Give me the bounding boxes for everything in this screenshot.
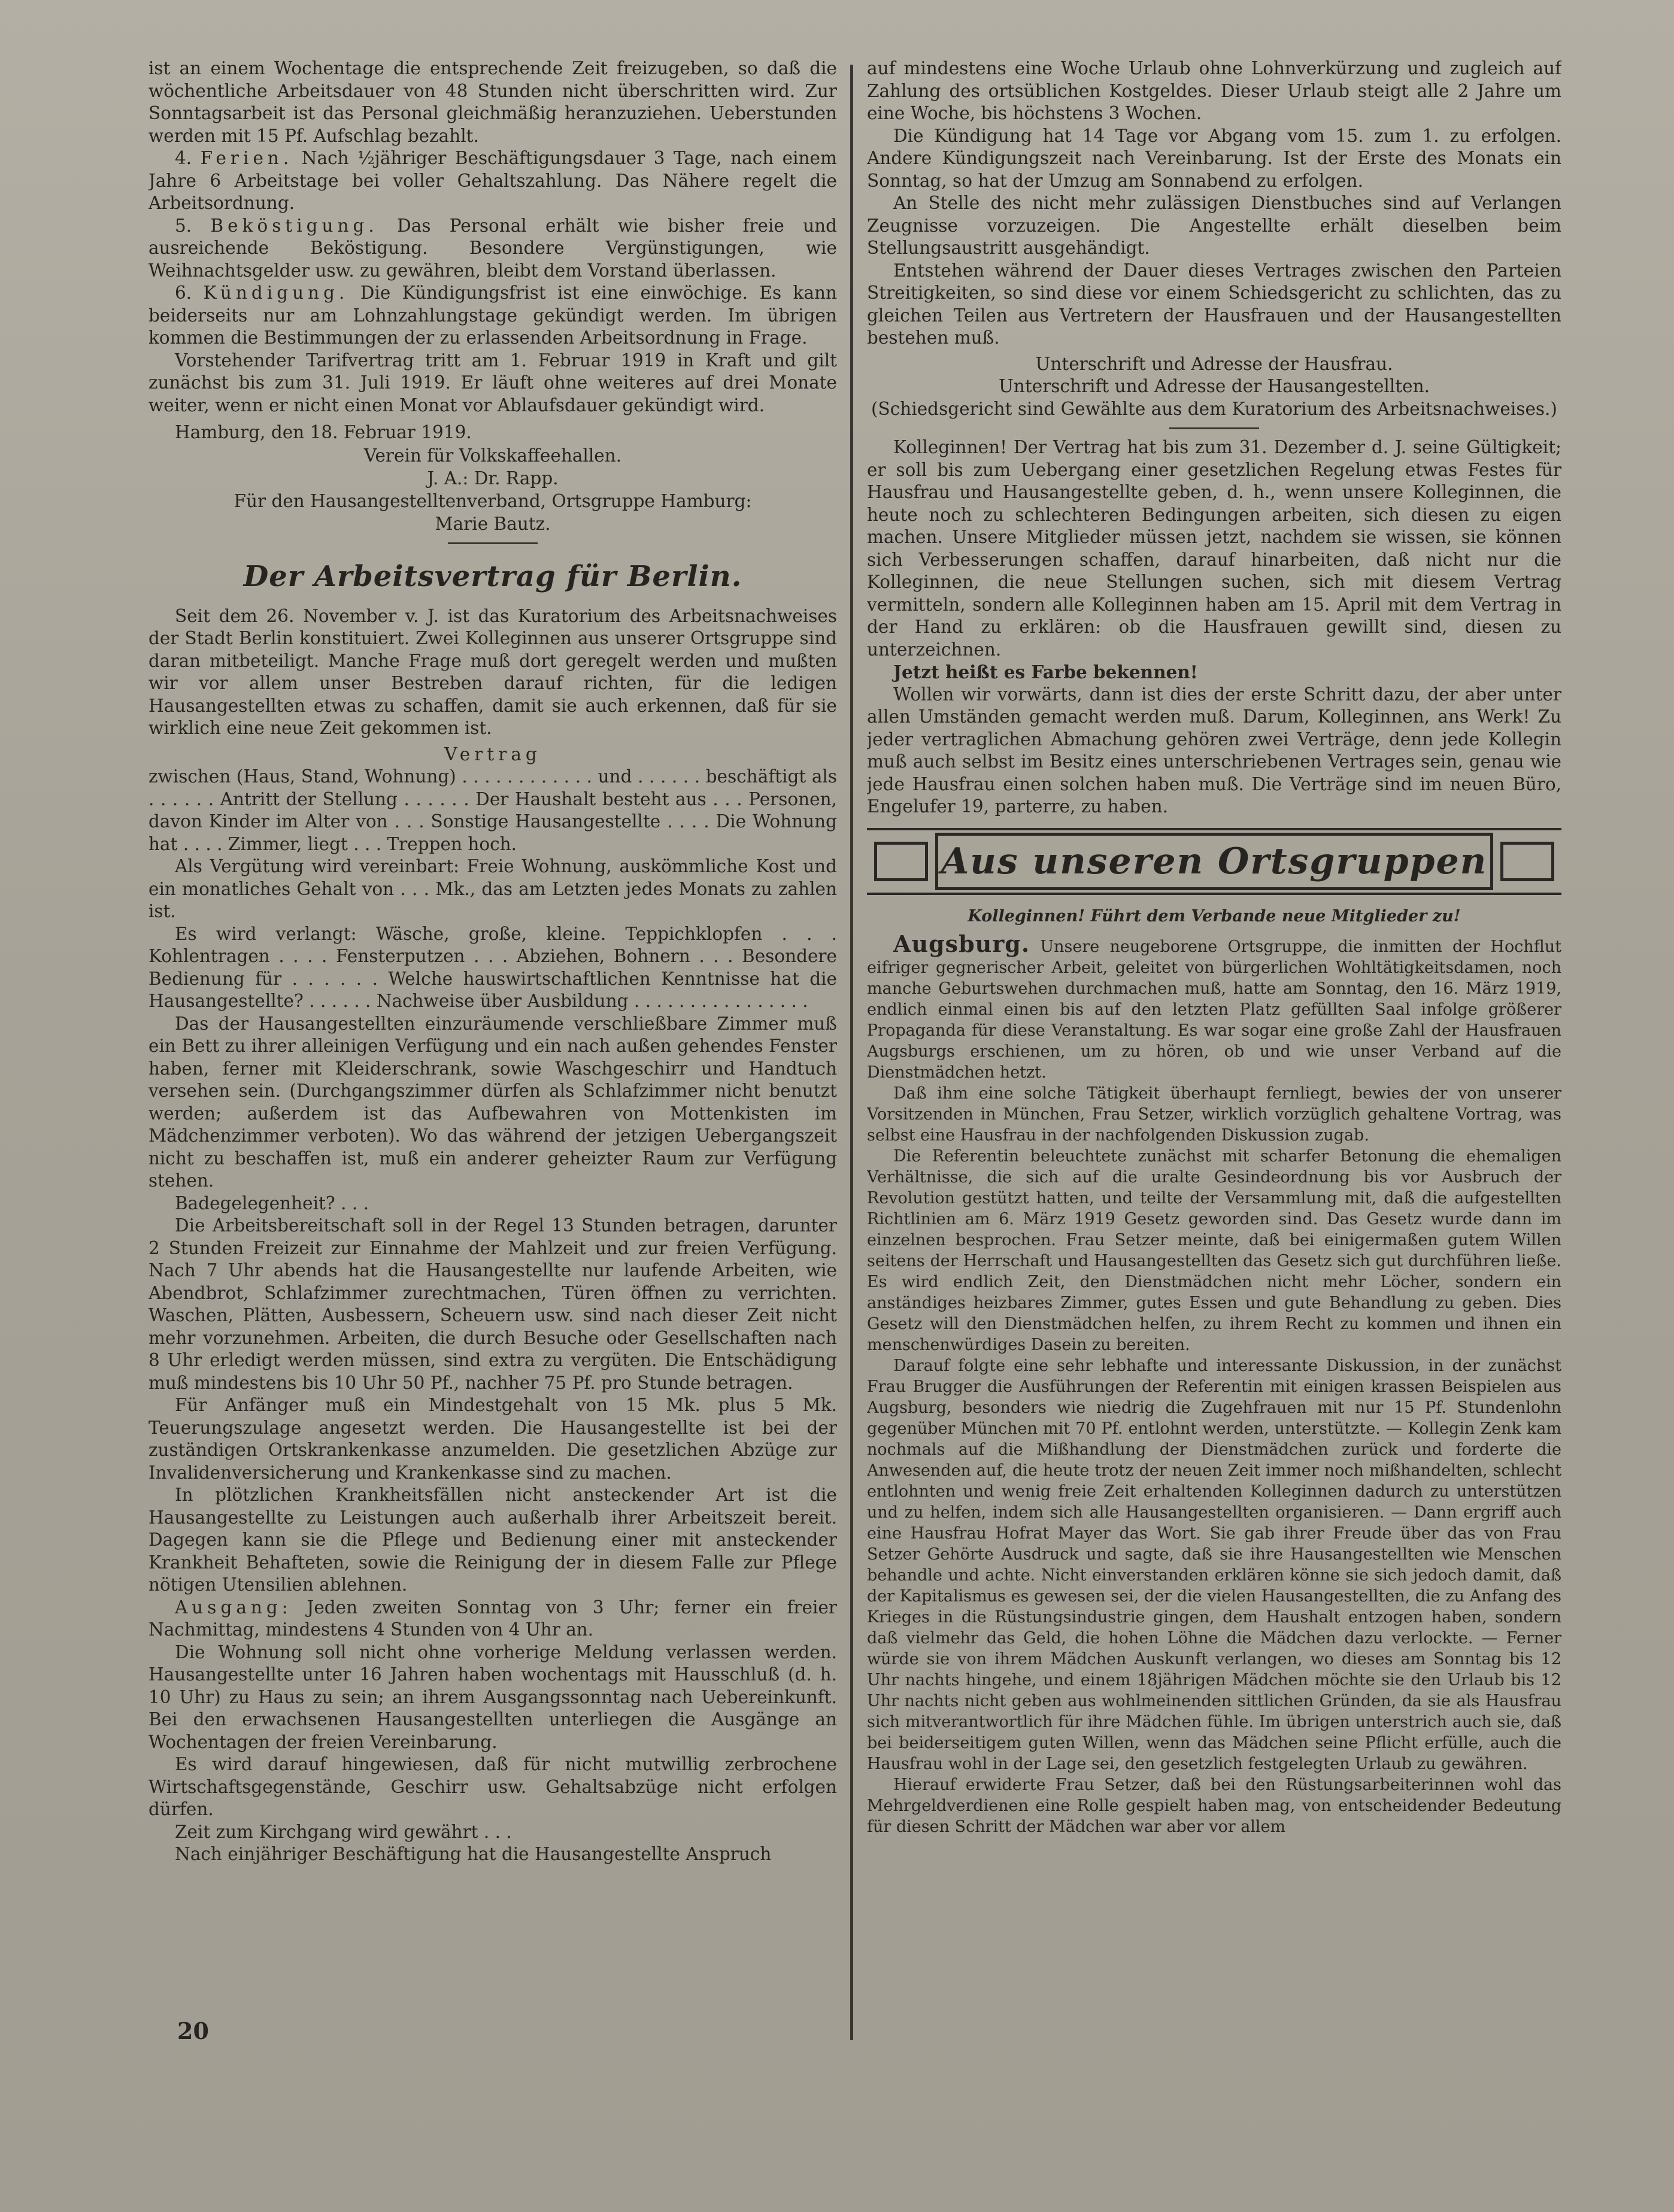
city-name: Augsburg. — [893, 930, 1030, 957]
item-text: Das Personal erhält wie bisher freie und ausreichende Beköstigung. Besondere Vergünstigungen, wie Weihnachtsgelder usw. zu gewähren, bleibt dem Vorstand überlassen. — [148, 215, 837, 281]
contract-testimonials: An Stelle des nicht mehr zulässigen Dienstbuches sind auf Verlangen Zeugnisse vorzuzeigen. Die Angestellte erhält dieselben beim Stellungsaustritt ausgehändigt. — [867, 193, 1561, 258]
contract-bath: Badegelegenheit? . . . — [175, 1193, 369, 1213]
signature-representative: J. A.: Dr. Rapp. — [427, 468, 559, 488]
place-date: Hamburg, den 18. Februar 1919. — [175, 422, 472, 442]
separator-rule — [448, 542, 538, 544]
arbitration-note: (Schiedsgericht sind Gewählte aus dem Kuratorium des Arbeitsnachweises.) — [871, 398, 1557, 419]
item-number: 5. — [175, 215, 192, 236]
separator-rule — [1169, 427, 1259, 429]
item-term: Kündigung. — [203, 283, 349, 303]
contract-heading: Vertrag — [444, 744, 541, 764]
contract-hours: Die Arbeitsbereitschaft soll in der Regel 13 Stunden betragen, darunter 2 Stunden Freizeit zur Einnahme der Mahlzeit und zur freien Verfügung. Nach 7 Uhr abends hat die Hausangestellte nur laufende Arbeiten, wie Abendbrot, Schlafzimmer zurechtmachen, Türen öffnen zu verrichten. Waschen, Plätten, Ausbessern, Scheuern usw. sind nach dieser Zeit nicht mehr vorzunehmen. Arbeiten, die durch Besuche oder Gesellschaften nach 8 Uhr erledigt werden müssen, sind extra zu vergüten. Die Entschädigung muß mindestens bis 10 Uhr 50 Pf., nachher 75 Pf. pro Stunde betragen. — [148, 1215, 837, 1393]
header-ornament-right — [1500, 842, 1554, 881]
contract-item-holidays — [148, 147, 837, 215]
continued-paragraph: ist an einem Wochentage die entsprechende Zeit freizugeben, so daß die wöchentliche Arbeitsdauer von 48 Stunden nicht überschritten wird. Zur Sonntagsarbeit ist das Personal gleichmäßig heranzuziehen. Ueberstunden werden mit 15 Pf. Aufschlag bezahlt. — [148, 58, 837, 146]
contract-home: Die Wohnung soll nicht ohne vorherige Meldung verlassen werden. Hausangestellte unter 16 Jahren haben wochentags mit Hausschluß (d. h. 10 Uhr) zu Haus zu sein; an ihrem Ausgangssonntag nach Uebereinkunft. Bei den erwachsenen Hausangestellten unterliegen die Ausgänge an Wochentagen der freien Vereinbarung. — [148, 1641, 837, 1752]
report-text: Unsere neugeborene Ortsgruppe, die inmitten der Hochflut eifriger gegnerischer Arbeit, geleitet von bürgerlichen Wohltätigkeitsdamen, noch manche Geburtswehen durchmachen muß, hatte am Sonntag, den 16. März 1919, endlich einmal einen bis auf den letzten Platz gefüllten Saal infolge größerer Propaganda für diese Veranstaltung. Es war sogar eine große Zahl der Hausfrauen Augsburgs erschienen, um zu hören, ob und wie unser Verband auf die Dienstmädchen hetzt. — [867, 937, 1561, 1082]
item-term: Beköstigung. — [210, 215, 378, 236]
contract-illness: In plötzlichen Krankheitsfällen nicht ansteckender Art ist die Hausangestellte zu Leistungen auch außerhalb ihrer Arbeitszeit bereit. Dagegen kann sie die Pflege und Bedienung einer mit ansteckender Krankheit Behafteten, sowie die Reinigung der in diesem Falle zur Pflege nötigen Utensilien ablehnen. — [148, 1485, 837, 1595]
item-text: Die Kündigungsfrist ist eine einwöchige. Es kann beiderseits nur am Lohnzahlungstage gekündigt werden. Im übrigen kommen die Bestimmungen der zu erlassenden Arbeitsordnung in Frage. — [148, 283, 837, 348]
contract-item-board — [148, 215, 837, 283]
header-ornament-left — [874, 842, 928, 881]
signature-housewife: Unterschrift und Adresse der Hausfrau. — [1035, 353, 1393, 374]
item-text: Nach ½jähriger Beschäftigungsdauer 3 Tage, nach einem Jahre 6 Arbeitstage bei voller Gehaltszahlung. Das Nähere regelt die Arbeitsordnung. — [148, 148, 837, 213]
contract-item-notice — [148, 282, 837, 350]
signature-union: Für den Hausangestelltenverband, Ortsgruppe Hamburg: — [233, 490, 752, 511]
forward-paragraph: Wollen wir vorwärts, dann ist dies der erste Schritt dazu, der aber unter allen Umständen gemacht werden muß. Darum, Kolleginnen, ans Werk! Zu jeder vertraglichen Abmachung gehören zwei Verträge, denn jede Kollegin muß auch selbst im Besitz eines unterschriebenen Vertrages sein, genau wie jede Hausfrau einen solchen haben muß. Die Verträge sind im neuen Büro, Engelufer 19, parterre, zu haben. — [867, 684, 1561, 817]
outing-term: Ausgang: — [175, 1597, 292, 1618]
item-number: 4. — [175, 148, 192, 168]
left-column — [148, 57, 837, 2039]
appeal-paragraph: Kolleginnen! Der Vertrag hat bis zum 31. Dezember d. J. seine Gültigkeit; er soll bis zum Uebergang einer gesetzlichen Regelung etwas Festes für Hausfrau und Hausangestellte geben, d. h., wenn unsere Kolleginnen, die heute noch zu schlechteren Bedingungen arbeiten, sich diesen zu eigen machen. Unsere Mitglieder müssen jetzt, nachdem sie wissen, sie können sich Verbesserungen schaffen, darauf hinarbeiten, daß nicht nur die Kolleginnen, die neue Stellungen suchen, sich mit diesem Vertrag vermitteln, sondern alle Kolleginnen haben am 15. April mit dem Vertrag in der Hand zu erklären: ob die Hausfrauen gewillt sind, diesen zu unterzeichnen. — [867, 437, 1561, 660]
page-number: 20 — [177, 2017, 209, 2044]
report-augsburg-intro — [867, 930, 1561, 1083]
contract-form-duties: Es wird verlangt: Wäsche, große, kleine. Teppichklopfen . . . Kohlentragen . . . . Fensterputzen . . . Abziehen, Bohnern . . . Besondere Bedienung für . . . . . . Welche hauswirtschaftlichen Kenntnisse hat die Hausangestellte? . . . . . . Nachweise über Ausbildung . . . . . . . . . . . . . . . . — [148, 923, 837, 1011]
article-intro: Seit dem 26. November v. J. ist das Kuratorium des Arbeitsnachweises der Stadt Berlin konstituiert. Zwei Kolleginnen aus unserer Ortsgruppe sind daran mitbeteiligt. Manche Frage muß dort geregelt werden und mußten wir vor allem unser Bestreben darauf richten, für die ledigen Hausangestellten etwas zu schaffen, damit sie auch erkennen, daß für sie wirklich eine neue Zeit gekommen ist. — [148, 605, 837, 738]
column-divider — [850, 65, 853, 2040]
contract-notice: Die Kündigung hat 14 Tage vor Abgang vom 15. zum 1. zu erfolgen. Andere Kündigungszeit nach Vereinbarung. Ist der Erste des Monats ein Sonntag, so hat der Umzug am Sonnabend zu erfolgen. — [867, 125, 1561, 191]
contract-damage: Es wird darauf hingewiesen, daß für nicht mutwillig zerbrochene Wirtschaftsgegenstände, Geschirr usw. Gehaltsabzüge nicht erfolgen dürfen. — [148, 1754, 837, 1819]
article-title: Der Arbeitsvertrag für Berlin. — [243, 559, 742, 593]
contract-after-year: Nach einjähriger Beschäftigung hat die Hausangestellte Anspruch — [175, 1844, 772, 1864]
signature-name: Marie Bautz. — [435, 513, 551, 534]
contract-form-pay: Als Vergütung wird vereinbart: Freie Wohnung, auskömmliche Kost und ein monatliches Gehalt von . . . Mk., das am Letzten jedes Monats zu zahlen ist. — [148, 856, 837, 921]
report-paragraph: Die Referentin beleuchtete zunächst mit scharfer Betonung die ehemaligen Verhältnisse, die sich auf die uralte Gesindeordnung bis vor Ausbruch der Revolution gestützt hatten, und teilte der Versammlung mit, daß die aufgestellten Richtlinien am 6. März 1919 Gesetz geworden sind. Das Gesetz wurde dann im einzelnen besprochen. Frau Setzer meinte, daß bei einigermaßen gutem Willen seitens der Herrschaft und Hausangestellten das Gesetz sich gut durchführen ließe. Es wird endlich Zeit, den Dienstmädchen nicht mehr Löcher, sondern ein anständiges heizbares Zimmer, gutes Essen und gute Behandlung zu geben. Dies Gesetz will den Dienstmädchen helfen, zu ihrem Recht zu kommen und ihnen ein menschenwürdiges Dasein zu bereiten. — [867, 1146, 1561, 1354]
item-number: 6. — [175, 283, 192, 303]
contract-minimum-wage: Für Anfänger muß ein Mindestgehalt von 15 Mk. plus 5 Mk. Teuerungszulage angesetzt werden. Die Hausangestellte ist bei der zuständigen Ortskrankenkasse anzumelden. Die gesetzlichen Abzüge zur Invalidenversicherung und Krankenkasse sind zu machen. — [148, 1395, 837, 1483]
signature-employee: Unterschrift und Adresse der Hausangestellten. — [999, 376, 1430, 396]
report-paragraph: Darauf folgte eine sehr lebhafte und interessante Diskussion, in der zunächst Frau Brugger die Ausführungen der Referentin mit einigen krassen Beispielen aus Augsburg, besonders wie niedrig die Zugehfrauen mit nur 15 Pf. Stundenlohn gegenüber München mit 70 Pf. entlohnt werden, unterstützte. — Kollegin Zenk kam nochmals auf die Mißhandlung der Dienstmädchen zurück und forderte die Anwesenden auf, die heute trotz der neuen Zeit immer noch mißhandelten, schlecht entlohnten und wenig freie Zeit erhaltenden Kolleginnen dadurch zu unterstützen und zu helfen, indem sich alle Hausangestellten organisieren. — Dann ergriff auch eine Hausfrau Hofrat Mayer das Wort. Sie gab ihrer Freude über das von Frau Setzer Gehörte Ausdruck und sagte, daß sie ihre Hausangestellten wie Menschen behandle und achte. Nicht einverstanden erklären könne sie sich jedoch damit, daß der Kapitalismus es gewesen sei, der die vielen Hausangestellten, die zu Anfang des Krieges in die Rüstungsindustrie gingen, dem Haushalt entzogen haben, sondern daß vielmehr das Geld, die hohen Löhne die Mädchen dazu verlockte. — Ferner würde sie von ihrem Mädchen Auskunft verlangen, wo dieses am Sonntag bis 12 Uhr nachts hingehe, und einem 18jährigen Mädchen möchte sie den Urlaub bis 12 Uhr nachts nicht geben aus wohlmeinenden sittlichen Gründen, da sie als Hausfrau sich mitverantwortlich für ihre Mädchen fühle. Im übrigen unterstrich auch sie, daß bei beiderseitigem guten Willen, wenn das Mädchen seine Pflicht erfülle, auch die Hausfrau wohl in der Lage sei, den gesetzlich festgelegten Urlaub zu gewähren. — [867, 1356, 1561, 1773]
right-column — [867, 57, 1561, 2105]
section-motto: Kolleginnen! Führt dem Verbande neue Mitglieder zu! — [968, 906, 1461, 926]
signature-association: Verein für Volkskaffeehallen. — [363, 445, 622, 466]
report-paragraph: Daß ihm eine solche Tätigkeit überhaupt fernliegt, bewies der von unserer Vorsitzenden in München, Frau Setzer, wirklich vorzüglich gehaltene Vortrag, was selbst eine Hausfrau in der nachfolgenden Diskussion zugab. — [867, 1084, 1561, 1145]
continued-paragraph: auf mindestens eine Woche Urlaub ohne Lohnverkürzung und zugleich auf Zahlung des ortsüblichen Kostgeldes. Dieser Urlaub steigt alle 2 Jahre um eine Woche, bis höchstens 3 Wochen. — [867, 58, 1561, 123]
validity-paragraph: Vorstehender Tarifvertrag tritt am 1. Februar 1919 in Kraft und gilt zunächst bis zum 31. Juli 1919. Er läuft ohne weiteres auf drei Monate weiter, wenn er nicht einen Monat vor Ablaufsdauer gekündigt wird. — [148, 350, 837, 415]
section-title: Aus unseren Ortsgruppen — [935, 833, 1493, 890]
contract-room: Das der Hausangestellten einzuräumende verschließbare Zimmer muß ein Bett zu ihrer alleinigen Verfügung und ein nach außen gehendes Fenster haben, ferner mit Kleiderschrank, sowie Waschgeschirr und Handtuch versehen sein. (Durchgangszimmer dürfen als Schlafzimmer nicht benutzt werden; außerdem ist das Aufbewahren von Mottenkisten im Mädchenzimmer verboten). Wo das während der jetzigen Uebergangszeit nicht zu beschaffen ist, muß ein anderer geheizter Raum zur Verfügung stehen. — [148, 1013, 837, 1191]
contract-outing — [148, 1597, 837, 1641]
report-paragraph: Hierauf erwiderte Frau Setzer, daß bei den Rüstungsarbeiterinnen wohl das Mehrgeldverdienen eine Rolle gespielt haben mag, von entscheidender Bedeutung für diesen Schritt der Mädchen war aber vor allem — [867, 1775, 1561, 1836]
outing-text: Jeden zweiten Sonntag von 3 Uhr; ferner ein freier Nachmittag, mindestens 4 Stunden von 4 Uhr an. — [148, 1597, 837, 1640]
contract-disputes: Entstehen während der Dauer dieses Vertrages zwischen den Parteien Streitigkeiten, so sind diese vor einem Schiedsgericht zu schlichten, das zu gleichen Teilen aus Vertretern der Hausfrauen und der Hausangestellten bestehen muß. — [867, 260, 1561, 348]
section-header — [867, 828, 1561, 895]
item-term: Ferien. — [200, 148, 293, 168]
contract-form-parties: zwischen (Haus, Stand, Wohnung) . . . . . . . . . . . . und . . . . . . beschäftigt als . . . . . . Antritt der Stellung . . . . . . Der Haushalt besteht aus . . . Personen, davon Kinder im Alter von . . . Sonstige Hausangestellte . . . . Die Wohnung hat . . . . Zimmer, liegt . . . Treppen hoch. — [148, 766, 837, 854]
contract-church: Zeit zum Kirchgang wird gewährt . . . — [175, 1821, 512, 1842]
slogan: Jetzt heißt es Farbe bekennen! — [893, 662, 1198, 682]
